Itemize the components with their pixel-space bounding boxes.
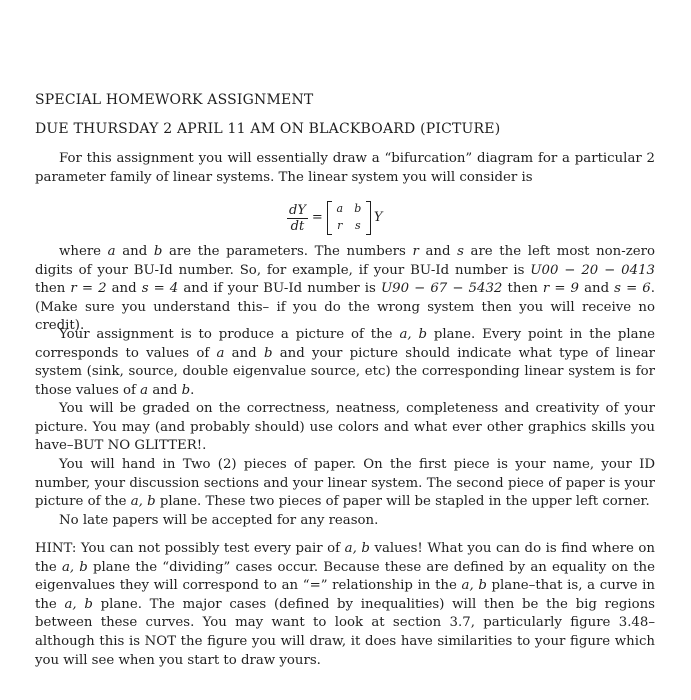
matrix-entry-a: a: [336, 202, 344, 216]
intro-paragraph: For this assignment you will essentially draw a “bifurcation” diagram for a particular 2 parameter family of linear systems. The linear system you will consider is: [35, 151, 655, 185]
derivative-fraction: [287, 203, 308, 234]
equals-sign: =: [311, 209, 323, 225]
matrix-entry-s: s: [354, 219, 361, 233]
coefficient-matrix: [327, 201, 371, 235]
state-vector-y: Y: [373, 209, 383, 225]
due-date-line: DUE THURSDAY 2 APRIL 11 AM ON BLACKBOARD (PICTURE): [35, 121, 501, 137]
parameters-paragraph: where a and b are the parameters. The numbers r and s are the left most non-zero digits of your BU-Id number. So, for example, if your BU-Id number is U00 − 20 − 0413 then r = 2 and s = 4 and if your BU-Id number is U90 − 67 − 5432 then r = 9 and s = 6. (Make sure you understand this– if you do the wrong system then you will receive no credit).: [35, 244, 655, 334]
linear-system-equation: [287, 196, 382, 240]
late-policy: No late papers will be accepted for any reason.: [59, 512, 379, 528]
hint-paragraph: HINT: You can not possibly test every pair of a, b values! What you can do is find where on the a, b plane the “dividing” cases occur. Because these are defined by an equality on the eigenvalues they will correspond to an “=” relationship in the a, b plane–that is, a curve in the a, b plane. The major cases (defined by inequalities) will then be the big regions between these curves. You may want to look at section 3.7, particularly figure 3.48–although this is NOT the figure you will draw, it does have similarities to your figure which you will see when you start to draw yours.: [35, 541, 655, 668]
assignment-title: SPECIAL HOMEWORK ASSIGNMENT: [35, 92, 314, 108]
submission-paragraph: You will hand in Two (2) pieces of paper. On the first piece is your name, your ID number, your discussion sections and your linear system. The second piece of paper is your picture of the a, b plane. These two pieces of paper will be stapled in the upper left corner. No late papers will be accepted for any reason.: [35, 457, 655, 528]
derivative-denominator: dt: [290, 218, 305, 234]
assignment-paragraph: Your assignment is to produce a picture of the a, b plane. Every point in the plane corresponds to values of a and b and your picture should indicate what type of linear system (sink, source, double eigenvalue source, etc) the corresponding linear system is for those values of a and b.: [35, 327, 656, 398]
matrix-entry-r: r: [337, 219, 343, 233]
grading-paragraph: You will be graded on the correctness, neatness, completeness and creativity of your picture. You may (and probably should) use colors and what ever other graphics skills you have–BUT NO GLITTER!.: [35, 401, 655, 454]
derivative-numerator: dY: [289, 202, 306, 218]
matrix-entry-b: b: [354, 202, 362, 216]
